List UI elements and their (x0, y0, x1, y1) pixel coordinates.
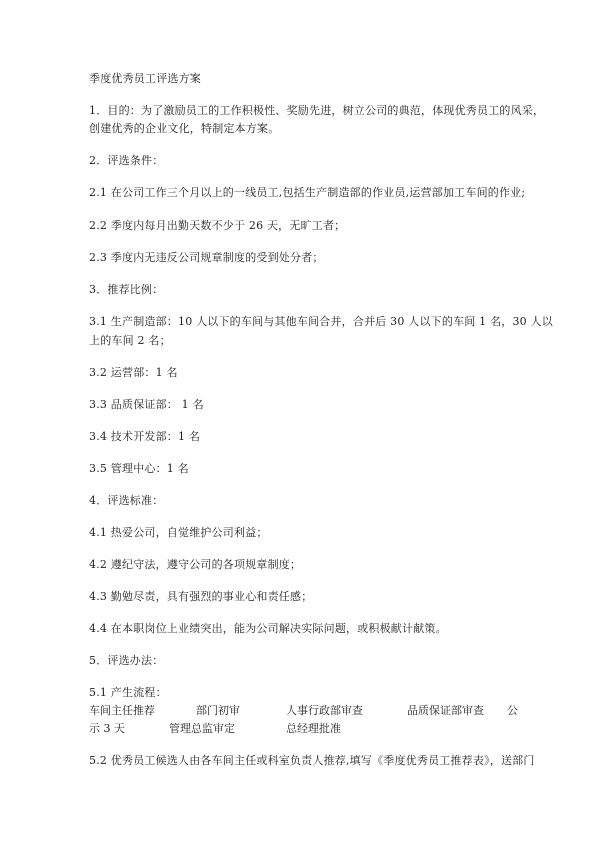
flow-step-quality-review: 品质保证部审查 (407, 704, 484, 717)
paragraph-criteria-2-1: 2.1 在公司工作三个月以上的一线员工,包括生产制造部的作业员,运营部加工车间的作业; (89, 186, 526, 199)
paragraph-standard-4-3: 4.3 勤勉尽责，具有强烈的事业心和责任感； (89, 590, 313, 603)
flow-step-gm-approval: 总经理批准 (286, 722, 341, 735)
paragraph-ratio-3-3: 3.3 品质保证部： 1 名 (89, 398, 204, 411)
paragraph-standard-4-2: 4.2 遵纪守法，遵守公司的各项规章制度； (89, 558, 302, 571)
paragraph-ratio-3-5: 3.5 管理中心：1 名 (89, 462, 189, 475)
section-heading-criteria: 2．评选条件： (89, 154, 164, 167)
section-heading-ratio: 3．推荐比例： (89, 283, 164, 296)
paragraph-ratio-3-1-line-1: 3.1 生产制造部：10 人以下的车间与其他车间合并，合并后 30 人以下的车间 1 名，30 人以 (89, 315, 553, 328)
paragraph-ratio-3-2: 3.2 运营部：1 名 (89, 366, 178, 379)
paragraph-ratio-3-1-line-2: 上的车间 2 名； (89, 334, 171, 347)
paragraph-standard-4-1: 4.1 热爱公司，自觉维护公司利益； (89, 526, 268, 539)
paragraph-method-5-2: 5.2 优秀员工候选人由各车间主任或科室负责人推荐,填写《季度优秀员工推荐表》，送部门 (89, 754, 535, 767)
paragraph-standard-4-4: 4.4 在本职岗位上业绩突出，能为公司解决实际问题，或积极献计献策。 (89, 622, 447, 635)
paragraph-method-5-1: 5.1 产生流程： (89, 686, 167, 699)
flow-step-hr-review: 人事行政部审查 (286, 704, 363, 717)
paragraph-purpose-line-1: 1．目的：为了激励员工的工作积极性、奖励先进，树立公司的典范，体现优秀员工的风采， (89, 104, 545, 117)
flow-step-public-notice-start: 公 (507, 704, 518, 717)
paragraph-purpose-line-2: 创建优秀的企业文化，特制定本方案。 (89, 122, 280, 135)
paragraph-criteria-2-3: 2.3 季度内无违反公司规章制度的受到处分者； (89, 251, 324, 264)
document-title: 季度优秀员工评选方案 (89, 72, 201, 85)
flow-step-management-approval: 管理总监审定 (169, 722, 235, 735)
paragraph-ratio-3-4: 3.4 技术开发部：1 名 (89, 430, 201, 443)
section-heading-standards: 4．评选标准： (89, 494, 164, 507)
flow-step-department-review: 部门初审 (196, 704, 240, 717)
flow-step-public-notice-days: 示 3 天 (89, 722, 125, 735)
paragraph-criteria-2-2: 2.2 季度内每月出勤天数不少于 26 天，无旷工者； (89, 219, 346, 232)
section-heading-method: 5．评选办法： (89, 654, 164, 667)
flow-step-workshop-recommend: 车间主任推荐 (89, 704, 155, 717)
